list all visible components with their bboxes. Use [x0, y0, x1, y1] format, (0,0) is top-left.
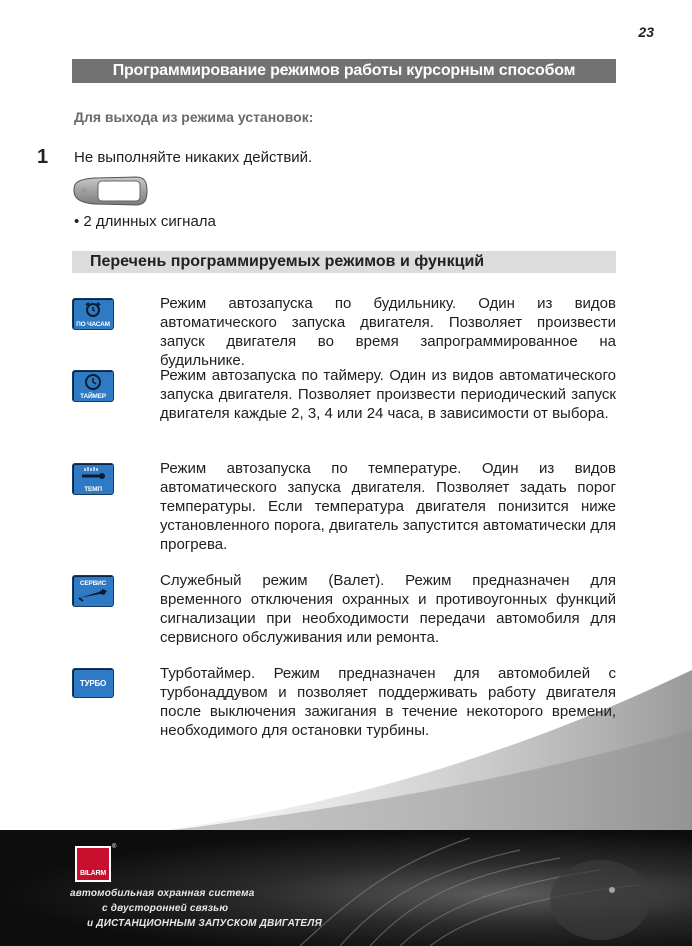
footer-banner [0, 830, 692, 946]
mode-description: Режим автозапуска по таймеру. Один из видов автоматического запуска двигателя. Позволяет произвести периодический запуск двигателя каждые 2, 3, 4 или 24 часа, в зависимости от выбора. [160, 367, 616, 422]
registered-mark: ® [112, 844, 117, 850]
icon-caption: ТУРБО [79, 679, 107, 688]
mode-description: Режим автозапуска по температуре. Один из видов автоматического запуска двигателя. Позволяет задать порог температуры. Если температура двигателя понизится ниже установленного порога, двигатель запустится автоматически для прогрева. [160, 460, 616, 553]
tagline-line-3: и ДИСТАНЦИОННЫМ ЗАПУСКОМ ДВИГАТЕЛЯ [87, 918, 322, 929]
turbo-icon [72, 668, 114, 698]
list-header: Перечень программируемых режимов и функций [72, 251, 616, 273]
wrench-icon [72, 575, 114, 607]
remote-fob-icon [72, 175, 148, 207]
step-number: 1 [37, 146, 49, 168]
mode-description: Режим автозапуска по будильнику. Один из видов автоматического запуска двигателя. Позволяет произвести запуск двигателя во время запрограммированное на будильнике. [160, 295, 616, 369]
alarm-clock-icon [72, 298, 114, 330]
step-text: Не выполняйте никаких действий. [74, 149, 313, 166]
tagline-line-2: с двусторонней связью [102, 903, 229, 914]
exit-subtitle: Для выхода из режима установок: [74, 109, 314, 125]
timer-icon [72, 370, 114, 402]
mode-description: Турботаймер. Режим предназначен для автомобилей с турбонаддувом и позволяет поддерживать работу двигателя после выключения зажигания в течение некоторого времени, необходимого для остановки турбины. [160, 665, 616, 739]
section-banner: Программирование режимов работы курсорным способом [72, 59, 616, 83]
tagline-line-1: автомобильная охранная система [70, 888, 255, 899]
page-number: 23 [638, 24, 654, 40]
icon-caption: ПО ЧАСАМ [76, 321, 110, 328]
mode-description: Служебный режим (Валет). Режим предназначен для временного отключения охранных и противоугонных функций сигнализации при необходимости передачи автомобиля для сервисного обслуживания или ремонта. [160, 572, 616, 646]
icon-caption: СЕРВИС [79, 580, 107, 587]
logo-text: BILARM [79, 870, 107, 877]
bilarm-logo [75, 846, 111, 882]
icon-caption: ТЕМП [84, 486, 102, 493]
signal-note: • 2 длинных сигнала [74, 213, 216, 230]
icon-caption: ТАЙМЕР [80, 393, 106, 400]
thermometer-icon [72, 463, 114, 495]
